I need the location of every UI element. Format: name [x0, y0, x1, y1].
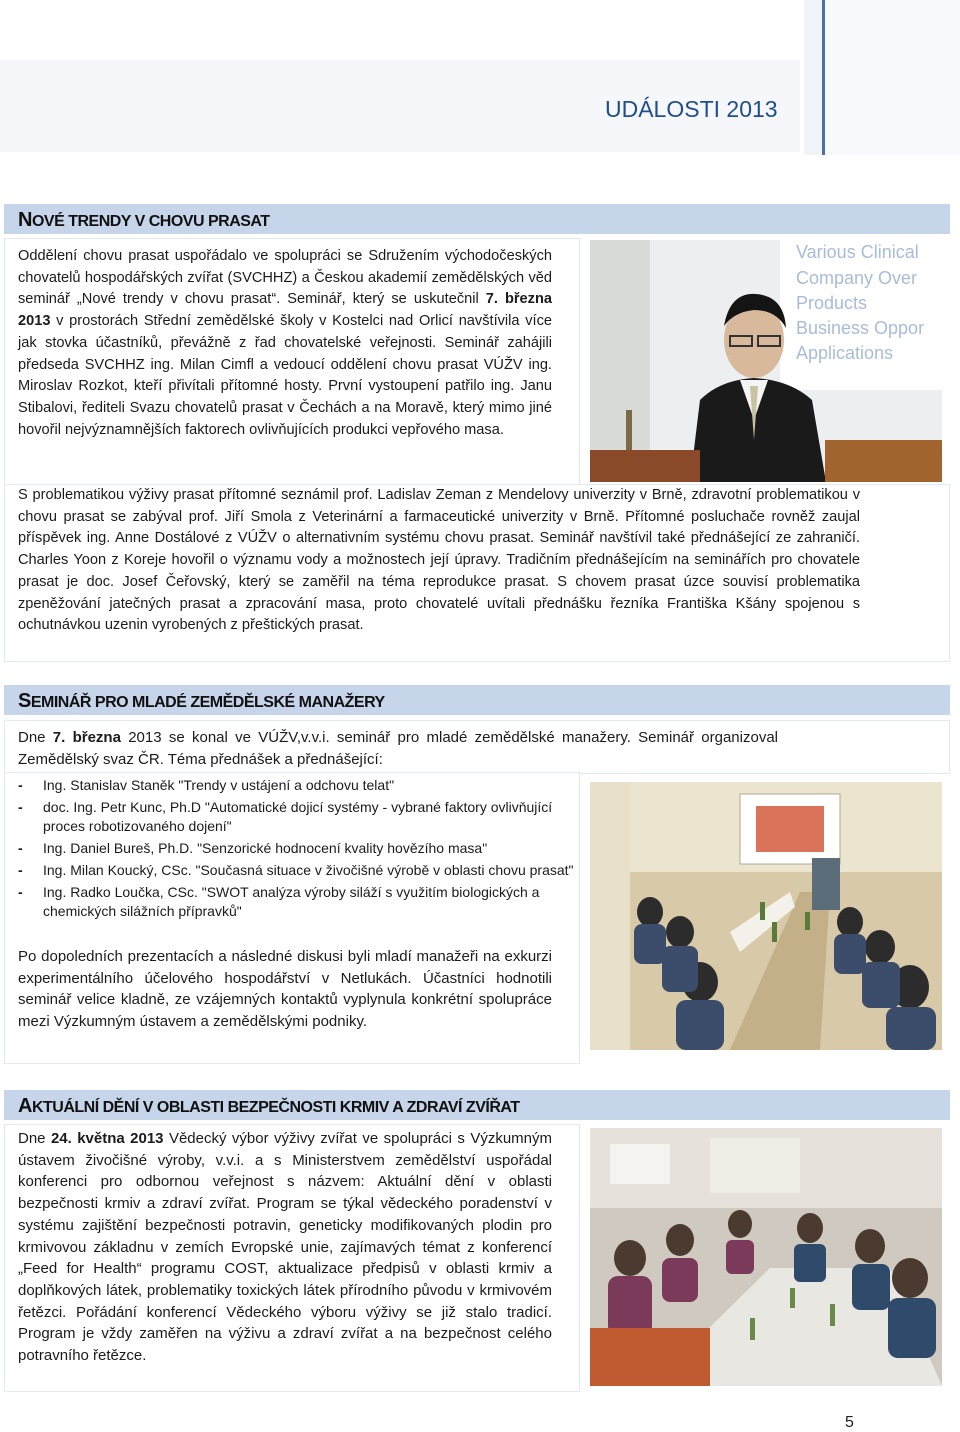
slide-line-4: Business Oppor — [796, 318, 925, 338]
section2-intro: Dne 7. března 2013 se konal ve VÚŽV,v.v.i. seminář pro mladé zemědělské manažery. Seminář organizoval Zemědělský svaz ČR. Téma přednášek a přednášející: — [18, 729, 778, 768]
section-heading-young-managers — [4, 685, 950, 715]
list-item: - Ing. Milan Koucký, CSc. "Současná situace v živočišné výrobě v oblasti chovu prasat" — [18, 862, 574, 878]
section-heading-pig-trends — [4, 204, 950, 234]
section-heading-feed-safety — [4, 1090, 950, 1120]
slide-line-1: Various Clinical — [796, 242, 919, 262]
lecture-list — [18, 776, 578, 924]
section1-paragraph-1: Oddělení chovu prasat uspořádalo ve spolupráci se Sdružením východočeských chovatelů hospodářských zvířat (SVCHHZ) a Českou akademií zemědělských věd seminář „Nové trendy v chovu prasat“. Seminář, který se uskutečnil 7. března 2013 v prostorách Střední zemědělské školy v Kostelci nad Orlicí navštívila více jak stovka účastníků, převážně z řad chovatelské veřejnosti. Seminář zahájili předseda SVCHHZ ing. Milan Cimfl a vedoucí oddělení chovu prasat VÚŽV ing. Miroslav Rozkot, kteří přivítali přítomné hosty. První vystoupení patřilo ing. Janu Stibalovi, řediteli Svazu chovatelů prasat v Čechách a na Moravě, který mimo jiné hovořil nejvýznamnějších faktorech ovlivňujících produkci vepřového masa. — [18, 248, 553, 438]
page-header-title: UDÁLOSTI 2013 — [605, 96, 778, 122]
conference-photo — [590, 1128, 942, 1386]
section3-paragraph: Dne 24. května 2013 Vědecký výbor výživy zvířat ve spolupráci s Výzkumným ústavem živočišné výroby, v.v.i. a s Ministerstvem zemědělství uspořádal konferenci pro odbornou veřejnost s názvem: Aktuální dění v oblasti bezpečnosti krmiv a zdraví zvířat. Program se týkal vědeckého poradenství v systému zajištění bezpečnosti potravin, geneticky modifikovaných plodin pro krmivovou základnu v zemích Evropské unie, zajímavých témat z konferencí „Feed for Health“ programu COST, aktualizace předpisů v oblasti krmiv a doplňkových látek, problematiky toxických látek přírodního původu v krmivovém řetězci. Pořádání konferencí Vědeckého výboru výživy se již stalo tradicí. Program je vždy zaměřen na výživu a zdraví zvířat a na bezpečnost celého potravního řetězce. — [18, 1130, 552, 1365]
list-item: - Ing. Radko Loučka, CSc. "SWOT analýza výroby siláží s využitím biologických a chemických silážních přípravků" — [18, 884, 540, 919]
list-item: - Ing. Daniel Bureš, Ph.D. "Senzorické hodnocení kvality hovězího masa" — [18, 840, 488, 856]
seminar-room-photo — [590, 782, 942, 1050]
slide-line-5: Applications — [796, 343, 894, 363]
section-title: AKTUÁLNÍ DĚNÍ V OBLASTI BEZPEČNOSTI KRMIV A ZDRAVÍ ZVÍŘAT — [18, 1095, 520, 1117]
slide-line-2: Company Over — [796, 268, 918, 288]
slide-line-3: Products — [796, 293, 868, 313]
section1-paragraph-2: S problematikou výživy prasat přítomné seznámil prof. Ladislav Zeman z Mendelovy univerzity v Brně, zdravotní problematikou v chovu prasat se zabýval prof. Jiří Smola z Veterinární a farmaceutické univerzity v Brně. Přítomné posluchače rovněž zaujal příspěvek ing. Anne Dostálové z VÚŽV o alternativním systému chovu prasat. Seminář navštívil také přednášející ze zahraničí. Charles Yoon z Koreje hovořil o významu vody a možnostech její úpravy. Tradičním přednášejícím na seminářích pro chovatele prasat je doc. Josef Čeřovský, který se zaměřil na téma reprodukce prasat. S chovem prasat úzce souvisí problematika zpeněžování jatečných prasat a zpracování masa, proto chovatelé uvítali přednášku řezníka Františka Kšány spojenou s ochutnávkou uzenin vyrobených z přeštických prasat. — [18, 487, 860, 634]
header-side-panel — [825, 0, 960, 155]
list-item: - Ing. Stanislav Staněk "Trendy v ustájení a odchovu telat" — [18, 777, 395, 793]
section-title: NOVÉ TRENDY V CHOVU PRASAT — [18, 209, 270, 231]
list-item: - doc. Ing. Petr Kunc, Ph.D "Automatické dojicí systémy - vybrané faktory ovlivňující proces robotizovaného dojení" — [18, 799, 553, 834]
speaker-photo — [590, 240, 942, 482]
header-side-bar — [804, 0, 822, 155]
page-number: 5 — [845, 1414, 854, 1431]
section-title: SEMINÁŘ PRO MLADÉ ZEMĚDĚLSKÉ MANAŽERY — [18, 690, 385, 712]
section2-outro: Po dopoledních prezentacích a následné diskusi byli mladí manažeři na exkurzi experimentálního účelového hospodářství v Netlukách. Účastníci hodnotili seminář velice kladně, ze vzájemných kontaktů vyplynula konkrétní spolupráce mezi Výzkumným ústavem a zemědělskými podniky. — [18, 948, 552, 1031]
